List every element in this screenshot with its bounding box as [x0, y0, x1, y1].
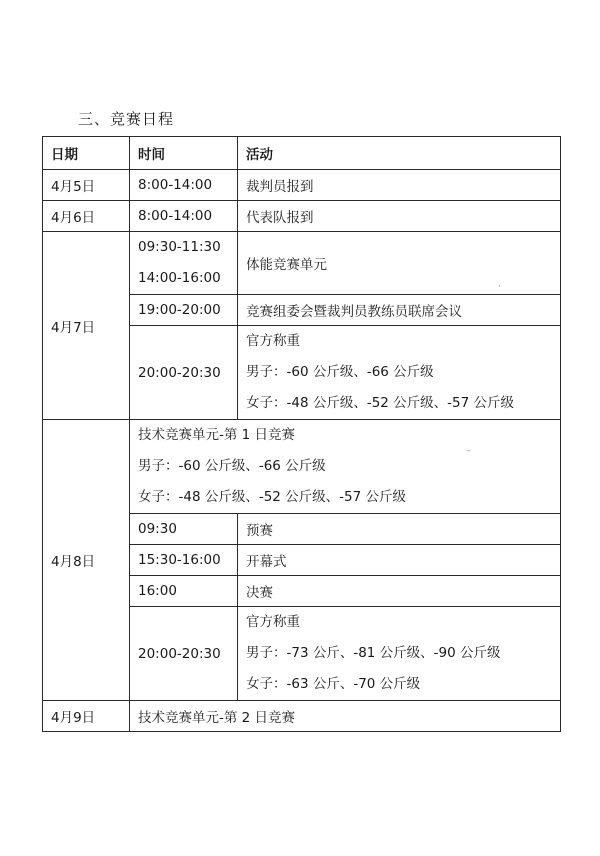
activity-cell: 开幕式 [238, 545, 561, 576]
time-cell: 20:00-20:30 [130, 607, 238, 701]
time-cell: 20:00-20:30 [130, 326, 238, 420]
table-row [43, 201, 561, 232]
activity-cell: 预赛 [238, 514, 561, 545]
activity-line: 官方称重 [246, 333, 300, 349]
activity-line: 男子：-60 公斤级、-66 公斤级 [246, 364, 434, 380]
table-row [43, 170, 561, 201]
activity-cell: 裁判员报到 [238, 170, 561, 201]
date-cell: 4月5日 [43, 170, 130, 201]
activity-cell: 代表队报到 [238, 201, 561, 232]
time-cell: 09:30 [130, 514, 238, 545]
activity-line: 男子：-60 公斤级、-66 公斤级 [138, 458, 326, 474]
scan-mark: · [498, 282, 501, 292]
time-cell: 8:00-14:00 [130, 201, 238, 232]
activity-cell [130, 420, 561, 514]
time-cell: 8:00-14:00 [130, 170, 238, 201]
section-title: 三、竞赛日程 [78, 110, 175, 128]
activity-cell: 技术竞赛单元-第 2 日竞赛 [130, 701, 561, 732]
table-header-row [43, 137, 561, 170]
activity-line: 女子：-63 公斤、-70 公斤级 [246, 676, 421, 692]
header-time: 时间 [130, 137, 238, 170]
time-line: 09:30-11:30 [138, 239, 221, 255]
activity-cell: 决赛 [238, 576, 561, 607]
activity-line: 女子：-48 公斤级、-52 公斤级、-57 公斤级 [138, 489, 407, 505]
scan-mark: – [466, 446, 471, 456]
date-cell: 4月9日 [43, 701, 130, 732]
activity-cell [238, 607, 561, 701]
activity-cell: 竞赛组委会暨裁判员教练员联席会议 [238, 295, 561, 326]
activity-line: 官方称重 [246, 614, 300, 630]
date-cell: 4月7日 [43, 232, 130, 420]
date-cell: 4月8日 [43, 420, 130, 701]
header-activity: 活动 [238, 137, 561, 170]
schedule-table [42, 136, 561, 732]
activity-cell [238, 326, 561, 420]
table-row [43, 232, 561, 295]
table-row [43, 701, 561, 732]
table-row [43, 420, 561, 514]
time-cell: 15:30-16:00 [130, 545, 238, 576]
activity-line: 男子：-73 公斤、-81 公斤级、-90 公斤级 [246, 645, 501, 661]
activity-line: 技术竞赛单元-第 1 日竞赛 [138, 427, 296, 443]
time-cell [130, 232, 238, 295]
activity-line: 女子：-48 公斤级、-52 公斤级、-57 公斤级 [246, 395, 515, 411]
date-cell: 4月6日 [43, 201, 130, 232]
activity-cell: 体能竞赛单元 [238, 232, 561, 295]
time-line: 14:00-16:00 [138, 270, 221, 286]
header-date: 日期 [43, 137, 130, 170]
time-cell: 16:00 [130, 576, 238, 607]
time-cell: 19:00-20:00 [130, 295, 238, 326]
